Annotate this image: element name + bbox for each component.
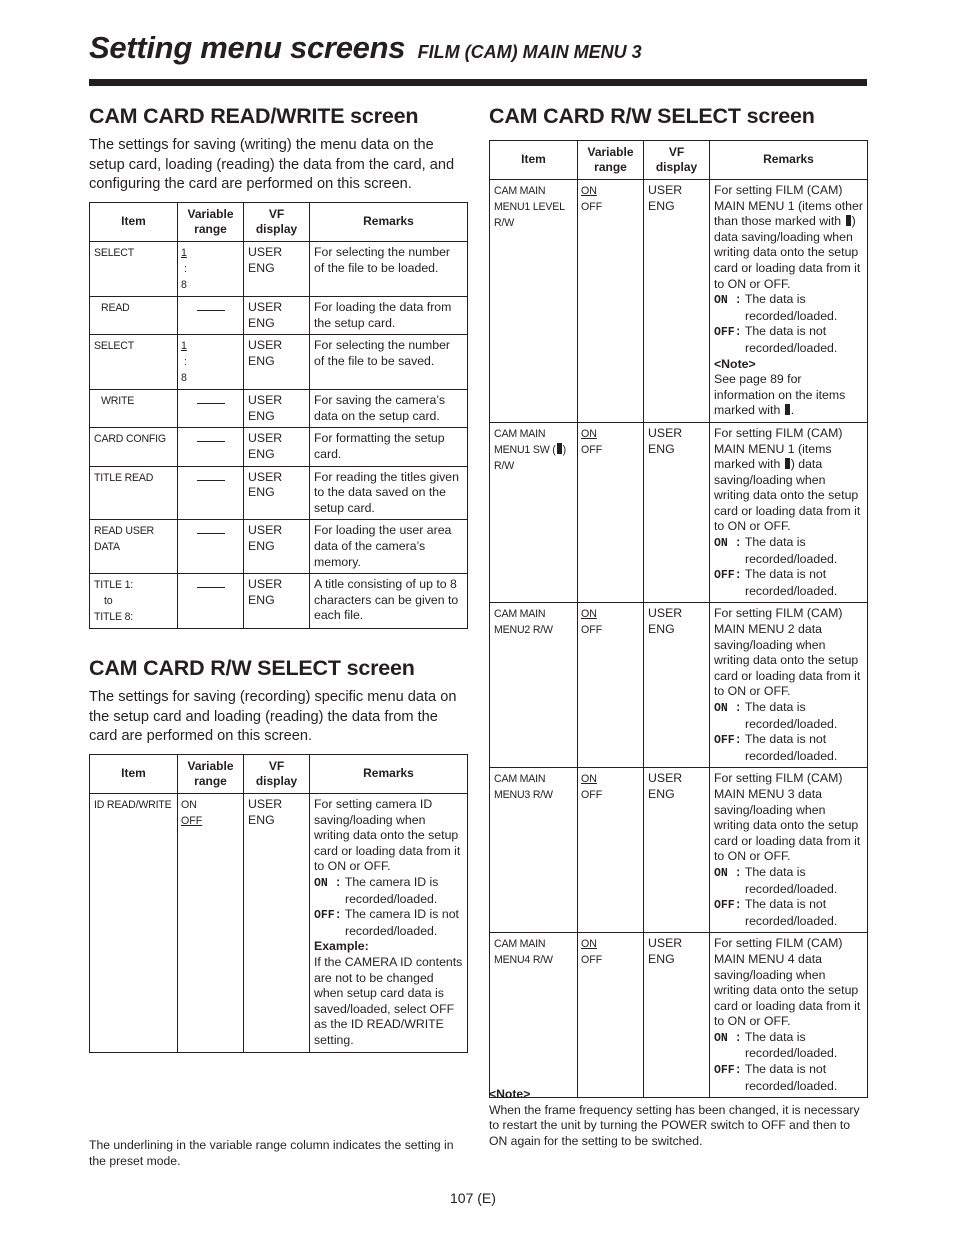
page-number: 107 (E)	[450, 1190, 496, 1206]
select-left-heading: CAM CARD R/W SELECT screen	[89, 656, 415, 680]
marked-item-icon	[785, 404, 790, 415]
title-rule	[89, 79, 867, 86]
item-cell: CAM MAIN MENU2 R/W	[490, 603, 578, 768]
page-title-subtitle: FILM (CAM) MAIN MENU 3	[417, 42, 642, 62]
col-vf: VF display	[244, 755, 310, 794]
col-item: Item	[90, 755, 178, 794]
page-title	[89, 30, 642, 66]
remarks-cell: For formatting the setup card.	[310, 428, 468, 466]
vf-cell: USER ENG	[244, 335, 310, 390]
vf-cell: USER ENG	[244, 466, 310, 520]
remarks-cell: For setting FILM (CAM) MAIN MENU 1 (items marked with ) data saving/loading when writing data onto the setup card or loading data from it to ON or OFF. ON : The data is recorded/loaded. OFF: The data is not recorded/loaded.	[710, 422, 868, 603]
table-row	[490, 933, 868, 1098]
vf-cell: USER ENG	[244, 297, 310, 335]
item-cell: TITLE READ	[90, 466, 178, 520]
remarks-cell: For reading the titles given to the data saved on the setup card.	[310, 466, 468, 520]
range-cell: 1 : 8	[178, 335, 244, 390]
item-cell: SELECT	[90, 335, 178, 390]
range-cell: ON OFF	[578, 422, 644, 603]
vf-cell: USER ENG	[644, 933, 710, 1098]
readwrite-heading: CAM CARD READ/WRITE screen	[89, 104, 419, 128]
no-range-dash	[197, 441, 225, 442]
vf-cell: USER ENG	[644, 768, 710, 933]
select-left-intro: The settings for saving (recording) specific menu data on the setup card and loading (reading) the data from the card are performed on this screen.	[89, 689, 457, 745]
table-row	[90, 335, 468, 390]
col-vf: VF display	[244, 203, 310, 242]
no-range-dash	[197, 480, 225, 481]
item-cell: ID READ/WRITE	[90, 794, 178, 1053]
no-range-dash	[197, 310, 225, 311]
col-range: Variable range	[178, 203, 244, 242]
marked-item-icon	[785, 458, 790, 469]
remarks-cell: For setting camera ID saving/loading when writing data onto the setup card or loading data from it to ON or OFF. ON : The camera ID is recorded/loaded. OFF: The camera ID is not recorded/loaded. Example: If the CAMERA ID contents are not to be changed when setup card data is saved/loaded, select OFF as the ID READ/WRITE setting.	[310, 794, 468, 1053]
remarks-cell: For setting FILM (CAM) MAIN MENU 2 data saving/loading when writing data onto the setup card or loading data from it to ON or OFF. ON : The data is recorded/loaded. OFF: The data is not recorded/loaded.	[710, 603, 868, 768]
vf-cell: USER ENG	[244, 794, 310, 1053]
table-row	[490, 603, 868, 768]
table-header-row	[90, 203, 468, 242]
range-cell	[178, 297, 244, 335]
table-row	[90, 428, 468, 466]
table-row	[90, 466, 468, 520]
item-cell: CAM MAIN MENU4 R/W	[490, 933, 578, 1098]
col-vf: VF display	[644, 141, 710, 180]
range-cell: ON OFF	[178, 794, 244, 1053]
range-cell: ON OFF	[578, 603, 644, 768]
item-cell: TITLE 1: to TITLE 8:	[90, 574, 178, 629]
table-row	[490, 180, 868, 423]
col-remarks: Remarks	[310, 755, 468, 794]
remarks-cell: For setting FILM (CAM) MAIN MENU 4 data saving/loading when writing data onto the setup card or loading data from it to ON or OFF. ON : The data is recorded/loaded. OFF: The data is not recorded/loaded.	[710, 933, 868, 1098]
range-cell: ON OFF	[578, 768, 644, 933]
item-cell: READ USER DATA	[90, 520, 178, 574]
table-row	[90, 297, 468, 335]
vf-cell: USER ENG	[244, 520, 310, 574]
item-cell: WRITE	[90, 390, 178, 428]
vf-cell: USER ENG	[244, 390, 310, 428]
table-row	[90, 390, 468, 428]
remarks-cell: For setting FILM (CAM) MAIN MENU 1 (items other than those marked with ) data saving/loading when writing data onto the setup card or loading data from it to ON or OFF. ON : The data is recorded/loaded. OFF: The data is not recorded/loaded. <Note> See page 89 for information on the items marked with .	[710, 180, 868, 423]
vf-cell: USER ENG	[644, 603, 710, 768]
item-cell: CARD CONFIG	[90, 428, 178, 466]
readwrite-table	[89, 202, 468, 629]
no-range-dash	[197, 403, 225, 404]
marked-item-icon	[557, 443, 562, 454]
remarks-cell: For selecting the number of the file to be saved.	[310, 335, 468, 390]
col-remarks: Remarks	[310, 203, 468, 242]
remarks-cell: A title consisting of up to 8 characters can be given to each file.	[310, 574, 468, 629]
item-cell: READ	[90, 297, 178, 335]
range-cell	[178, 428, 244, 466]
col-range: Variable range	[178, 755, 244, 794]
remarks-cell: For saving the camera’s data on the setup card.	[310, 390, 468, 428]
vf-cell: USER ENG	[644, 422, 710, 603]
range-cell	[178, 390, 244, 428]
no-range-dash	[197, 533, 225, 534]
range-cell	[178, 574, 244, 629]
remarks-cell: For loading the data from the setup card.	[310, 297, 468, 335]
vf-cell: USER ENG	[244, 428, 310, 466]
table-row	[90, 520, 468, 574]
vf-cell: USER ENG	[244, 574, 310, 629]
bottom-note	[489, 1087, 861, 1149]
table-header-row	[490, 141, 868, 180]
select-right-heading: CAM CARD R/W SELECT screen	[489, 104, 815, 128]
table-row	[90, 794, 468, 1053]
remarks-cell: For selecting the number of the file to be loaded.	[310, 242, 468, 297]
no-range-dash	[197, 587, 225, 588]
remarks-cell: For setting FILM (CAM) MAIN MENU 3 data saving/loading when writing data onto the setup card or loading data from it to ON or OFF. ON : The data is recorded/loaded. OFF: The data is not recorded/loaded.	[710, 768, 868, 933]
footnote: The underlining in the variable range column indicates the setting in the preset mode.	[89, 1138, 454, 1168]
range-cell: 1 : 8	[178, 242, 244, 297]
marked-item-icon	[846, 215, 851, 226]
bottom-note-text: When the frame frequency setting has been changed, it is necessary to restart the unit by turning the POWER switch to OFF and then to ON again for the setting to be switched.	[489, 1102, 860, 1148]
range-cell	[178, 520, 244, 574]
range-cell: ON OFF	[578, 933, 644, 1098]
table-row	[90, 574, 468, 629]
select-left-table	[89, 754, 468, 1053]
vf-cell: USER ENG	[244, 242, 310, 297]
range-cell	[178, 466, 244, 520]
item-cell: CAM MAIN MENU3 R/W	[490, 768, 578, 933]
page-title-main: Setting menu screens	[89, 30, 406, 65]
select-right-table	[489, 140, 868, 1098]
vf-cell: USER ENG	[644, 180, 710, 423]
col-item: Item	[90, 203, 178, 242]
table-row	[90, 242, 468, 297]
item-cell: CAM MAIN MENU1 SW ( ) R/W	[490, 422, 578, 603]
col-item: Item	[490, 141, 578, 180]
table-row	[490, 768, 868, 933]
range-cell: ON OFF	[578, 180, 644, 423]
bottom-note-label: <Note>	[489, 1087, 531, 1101]
col-range: Variable range	[578, 141, 644, 180]
table-header-row	[90, 755, 468, 794]
item-cell: CAM MAIN MENU1 LEVEL R/W	[490, 180, 578, 423]
readwrite-intro: The settings for saving (writing) the menu data on the setup card, loading (reading) the data from the card, and configuring the card are performed on this screen.	[89, 137, 455, 193]
table-row	[490, 422, 868, 603]
col-remarks: Remarks	[710, 141, 868, 180]
item-cell: SELECT	[90, 242, 178, 297]
remarks-cell: For loading the user area data of the camera’s memory.	[310, 520, 468, 574]
